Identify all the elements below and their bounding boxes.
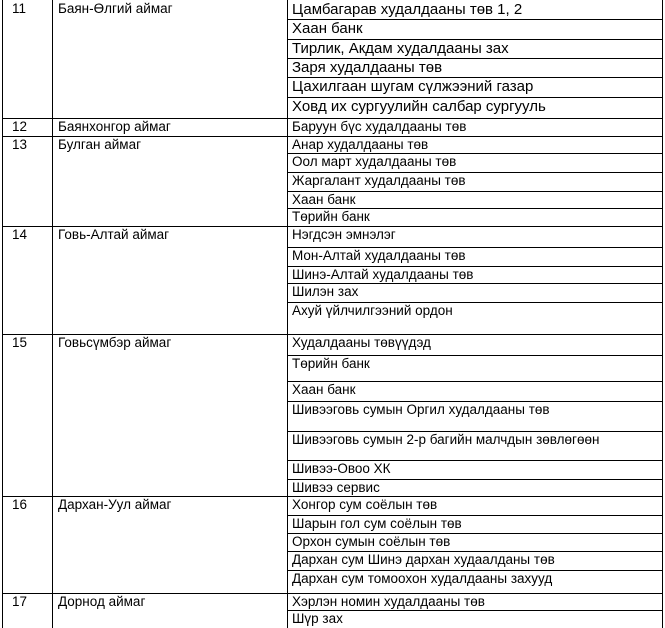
place-cell: Заря худалдааны төв (292, 59, 443, 76)
place-cell: Анар худалдааны төв (292, 137, 429, 152)
table-border-left (2, 0, 3, 628)
place-cell: Дархан сум Шинэ дархан худаалданы төв (292, 552, 555, 567)
place-cell: Худалдааны төвүүдэд (292, 335, 431, 350)
table-row (0, 118, 665, 136)
place-cell: Шилэн зах (292, 284, 359, 299)
row-number: 15 (12, 335, 28, 350)
table-row (0, 0, 665, 118)
cell-divider (287, 355, 662, 356)
cell-divider (287, 77, 662, 78)
place-cell: Хаан банк (292, 192, 356, 207)
cell-divider (287, 460, 662, 461)
cell-divider (287, 381, 662, 382)
table-border-right (662, 0, 663, 628)
cell-divider (287, 191, 662, 192)
row-divider (2, 496, 662, 497)
table-row (0, 136, 665, 226)
cell-divider (287, 266, 662, 267)
place-cell: Орхон сумын соёлын төв (292, 534, 451, 549)
row-number: 17 (12, 594, 28, 609)
row-divider (2, 118, 662, 119)
cell-divider (287, 58, 662, 59)
row-divider (2, 334, 662, 335)
cell-divider (287, 302, 662, 303)
place-cell: Төрийн банк (292, 209, 370, 224)
place-cell: Цахилгаан шугам сүлжээний газар (292, 78, 534, 95)
place-cell: Оол март худалдааны төв (292, 154, 457, 169)
cell-divider (287, 19, 662, 20)
place-cell: Шивээ-Овоо ХК (292, 461, 391, 476)
cell-divider (287, 283, 662, 284)
aimag-name: Говь-Алтай аймаг (58, 227, 170, 242)
place-cell: Ахуй үйлчилгээний ордон (292, 303, 453, 318)
cell-divider (287, 515, 662, 516)
cell-divider (287, 401, 662, 402)
place-cell: Дархан сум томоохон худалдааны захууд (292, 571, 553, 586)
table-row (0, 496, 665, 593)
place-cell: Нэгдсэн эмнэлэг (292, 227, 396, 242)
aimag-name: Булган аймаг (58, 137, 141, 152)
place-cell: Хэрлэн номин худалдааны төв (292, 594, 485, 609)
cell-divider (287, 610, 662, 611)
place-cell: Баруун бүс худалдааны төв (292, 119, 467, 134)
aimag-name: Дархан-Уул аймаг (58, 497, 172, 512)
row-number: 16 (12, 497, 28, 512)
row-divider (2, 593, 662, 594)
row-number: 14 (12, 227, 28, 242)
cell-divider (287, 97, 662, 98)
column-divider-aimag (287, 0, 288, 628)
cell-divider (287, 39, 662, 40)
aimag-name: Дорнод аймаг (58, 594, 146, 609)
place-cell: Ховд их сургуулийн салбар сургууль (292, 98, 546, 115)
aimag-name: Баянхонгор аймаг (58, 119, 171, 134)
row-number: 12 (12, 119, 28, 134)
row-number: 11 (12, 1, 27, 16)
cell-divider (287, 153, 662, 154)
place-cell: Шинэ-Алтай худалдааны төв (292, 267, 474, 282)
table-row (0, 226, 665, 334)
cell-divider (287, 551, 662, 552)
place-cell: Цамбагарав худалдааны төв 1, 2 (292, 1, 523, 18)
cell-divider (287, 172, 662, 173)
place-cell: Тирлик, Акдам худалдааны зах (292, 40, 509, 57)
cell-divider (287, 208, 662, 209)
row-divider (2, 136, 662, 137)
row-divider (2, 226, 662, 227)
column-divider-number (52, 0, 53, 628)
aimag-name: Баян-Өлгий аймаг (58, 1, 173, 16)
cell-divider (287, 431, 662, 432)
place-cell: Шивээговь сумын 2-р багийн малчдын зөвлөгөөн (292, 432, 600, 447)
place-cell: Хаан банк (292, 382, 356, 397)
row-number: 13 (12, 137, 28, 152)
place-cell: Мон-Алтай худалдааны төв (292, 248, 466, 263)
cell-divider (287, 479, 662, 480)
place-cell: Шарын гол сум соёлын төв (292, 516, 462, 531)
place-cell: Төрийн банк (292, 356, 370, 371)
place-cell: Хонгор сум соёлын төв (292, 497, 438, 512)
cell-divider (287, 247, 662, 248)
place-cell: Хаан банк (292, 20, 363, 37)
aimag-name: Говьсүмбэр аймаг (58, 335, 172, 350)
place-cell: Шивээ сервис (292, 480, 380, 495)
place-cell: Шүр зах (292, 611, 343, 626)
cell-divider (287, 533, 662, 534)
place-cell: Жаргалант худалдааны төв (292, 173, 466, 188)
place-cell: Шивээговь сумын Оргил худалдааны төв (292, 402, 550, 417)
table-row (0, 334, 665, 496)
cell-divider (287, 570, 662, 571)
